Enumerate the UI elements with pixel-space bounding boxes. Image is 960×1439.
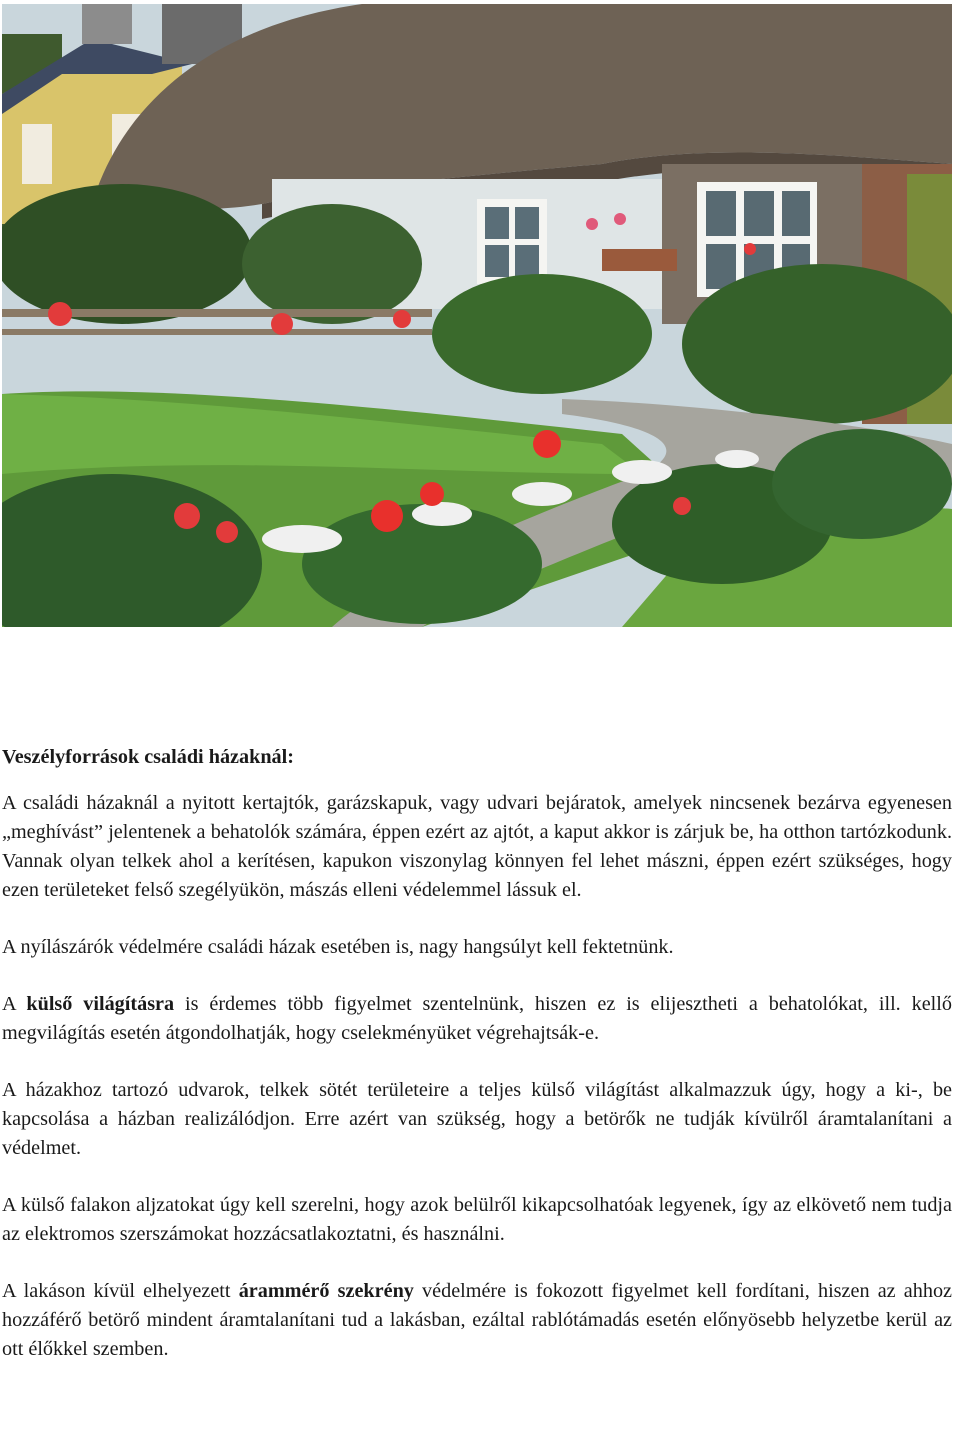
paragraph-meter-cabinet xyxy=(2,1277,952,1364)
emphasis-outdoor-lighting: külső világításra xyxy=(26,993,175,1015)
document-body xyxy=(2,743,952,1364)
paragraph-openings: A nyílászárók védelmére családi házak esetében is, nagy hangsúlyt kell fektetnünk. xyxy=(2,936,674,958)
paragraph-yard-lighting: A házakhoz tartozó udvarok, telkek sötét területeire a teljes külső világítást alkalmazzuk úgy, hogy a ki-, be kapcsolása a házban realizálódjon. Erre azért van szükség, hogy a betörők ne tudják kívülről áramtalanítani a védelmet. xyxy=(2,1079,952,1159)
paragraph-doors-gates: A családi házaknál a nyitott kertajtók, garázskapuk, vagy udvari bejáratok, amelyek nincsenek bezárva egyenesen „meghívást” jelentenek a behatolók számára, éppen ezért az ajtót, a kaput akkor is zárjuk be, ha otthon tartózkodunk. Vannak olyan telkek ahol a kerítésen, kapukon viszonylag könnyen fel lehet mászni, éppen ezért szükséges, hogy ezen területeket felső szegélyükön, mászás elleni védelemmel lássuk el. xyxy=(2,792,952,901)
section-heading: Veszélyforrások családi házaknál: xyxy=(2,746,294,768)
paragraph-text: védelmére is fokozott figyelmet kell fordítani, hiszen az ahhoz hozzáférő betörő mindent áramtalanítani tud a lakásban, ezáltal rablótámadás esetén előnyösebb helyzetbe kerül az ott élőkkel szemben. xyxy=(2,1280,952,1360)
paragraph-outdoor-lighting xyxy=(2,990,952,1048)
paragraph-text: is érdemes több figyelmet szentelnünk, hiszen ez is elijesztheti a behatolókat, ill. kellő megvilágítás esetén átgondolhatják, hogy cselekményüket végrehajtsák-e. xyxy=(2,993,952,1044)
cottage-garden-photo xyxy=(2,4,952,627)
paragraph-outdoor-sockets: A külső falakon aljzatokat úgy kell szerelni, hogy azok belülről kikapcsolhatóak legyenek, így az elkövető nem tudja az elektromos szerszámokat hozzácsatlakoztatni, és használni. xyxy=(2,1194,952,1245)
paragraph-text: A lakáson kívül elhelyezett xyxy=(2,1280,239,1302)
emphasis-meter-cabinet: árammérő szekrény xyxy=(238,1280,414,1302)
cottage-garden-illustration xyxy=(2,4,952,627)
paragraph-text: A xyxy=(2,993,27,1015)
